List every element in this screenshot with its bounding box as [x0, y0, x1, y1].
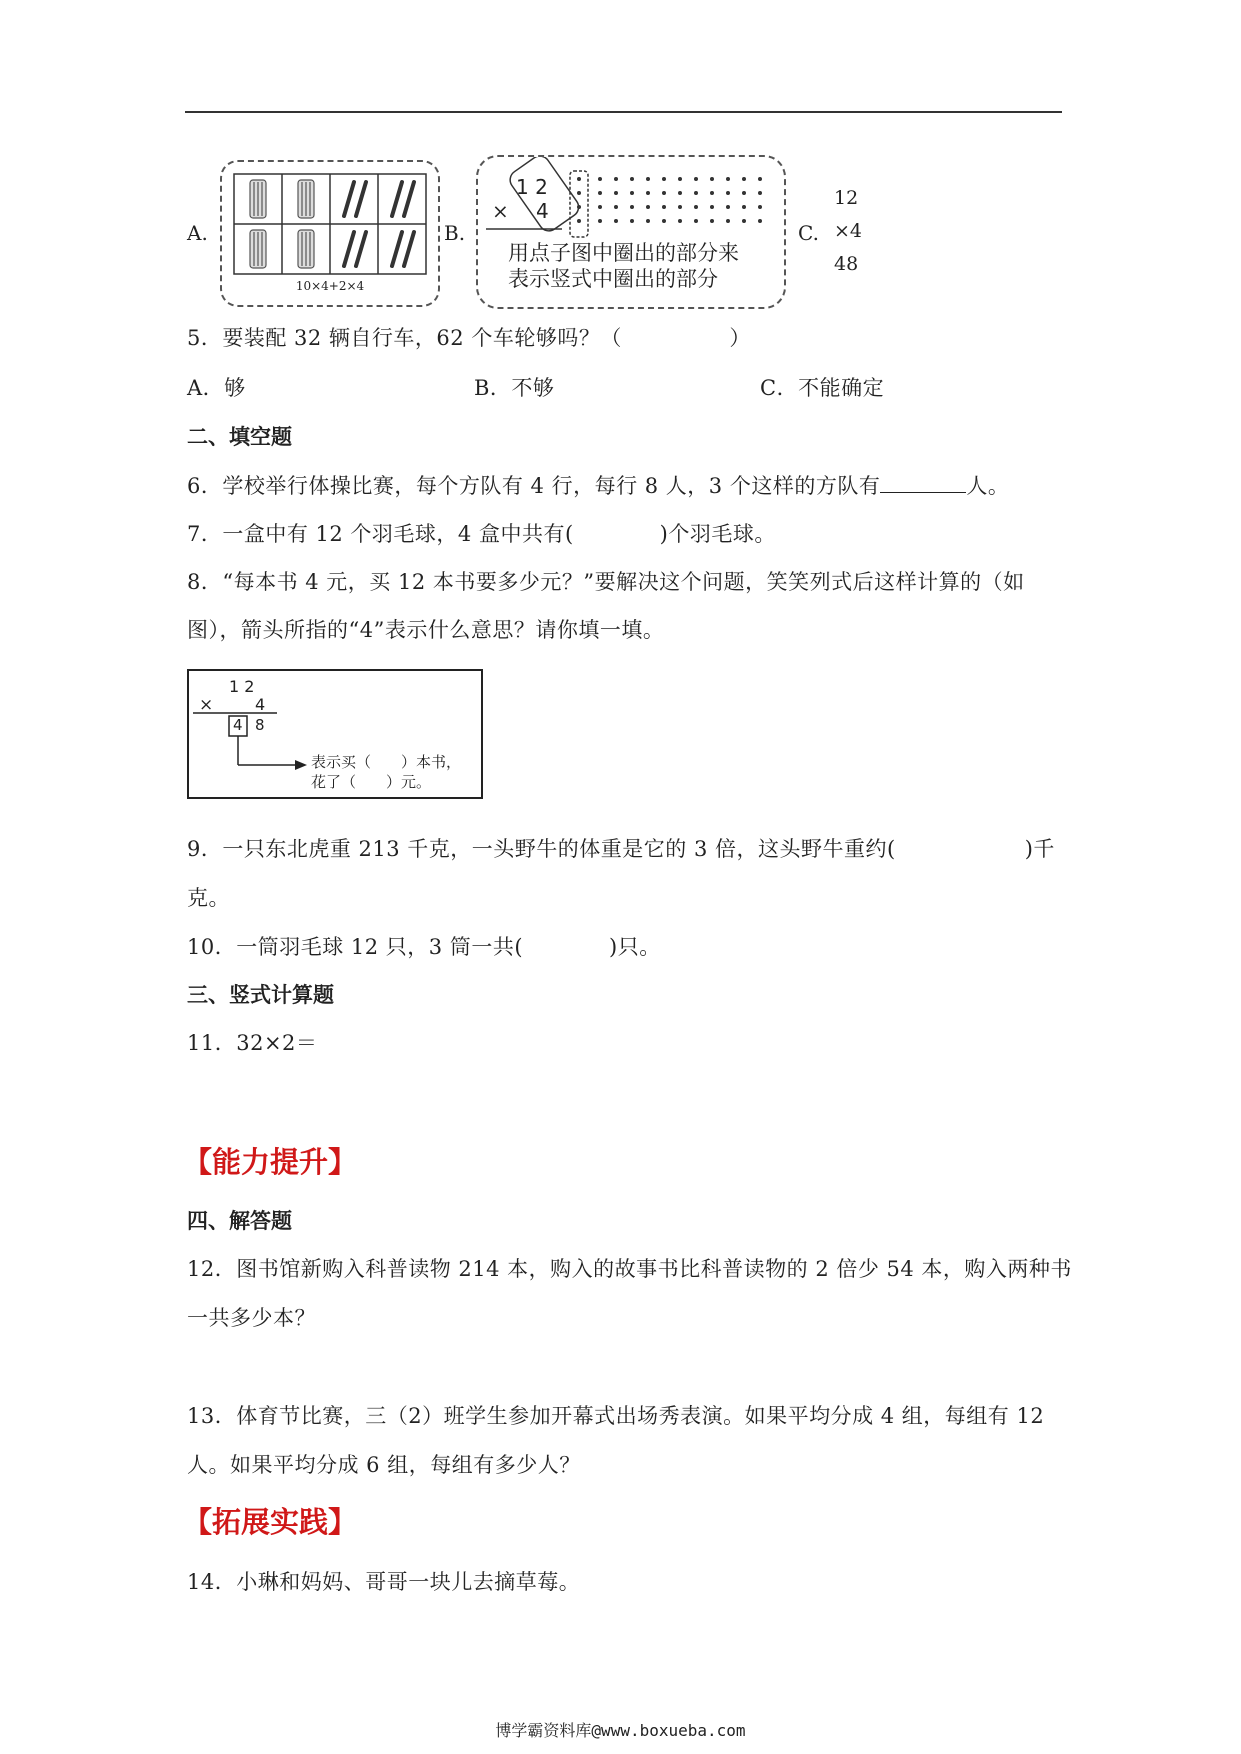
- option-b-note-line2: 表示竖式中圈出的部分: [508, 267, 718, 291]
- dot: [742, 205, 746, 209]
- dot: [678, 191, 682, 195]
- question-5: 5．要装配 32 辆自行车，62 个车轮够吗？（ ）: [187, 326, 751, 350]
- dot: [726, 205, 730, 209]
- figure-boxed-digit: 4: [233, 716, 243, 734]
- dot: [662, 219, 666, 223]
- dot: [742, 219, 746, 223]
- option-b-times-sign: ×: [492, 199, 509, 223]
- dot: [598, 219, 602, 223]
- question-12-line2: 一共多少本？: [187, 1306, 316, 1330]
- dot: [742, 177, 746, 181]
- option-b-note-line1: 用点子图中圈出的部分来: [508, 241, 739, 265]
- dot: [662, 205, 666, 209]
- dot: [758, 205, 762, 209]
- heading-extension: 【拓展实践】: [183, 1505, 358, 1539]
- dot: [646, 191, 650, 195]
- section-fill-in: 二、填空题: [187, 425, 292, 449]
- dot: [694, 191, 698, 195]
- option-b-multiplier: 4: [536, 199, 549, 223]
- header-rule: [185, 111, 1062, 113]
- option-c-line1: 12: [834, 187, 859, 209]
- question-8-line1: 8．“每本书 4 元，买 12 本书要多少元？”要解决这个问题，笑笑列式后这样计算的（如: [187, 570, 1025, 594]
- dot: [694, 205, 698, 209]
- figure-note-line2: 花了（ ）元。: [311, 773, 432, 791]
- dot: [758, 191, 762, 195]
- dot: [598, 205, 602, 209]
- question-6: 6．学校举行体操比赛，每个方队有 4 行，每行 8 人，3 个这样的方队有 人。: [187, 474, 1010, 498]
- figure-other-digit: 8: [255, 716, 265, 734]
- answer-blank[interactable]: [880, 472, 966, 493]
- option-b-figure: [476, 155, 786, 309]
- option-a-label: A.: [187, 221, 208, 245]
- question-10: 10．一筒羽毛球 12 只，3 筒一共( )只。: [187, 935, 661, 959]
- question-13-line2: 人。如果平均分成 6 组，每组有多少人？: [187, 1453, 581, 1477]
- dot: [710, 205, 714, 209]
- figure-multiplicand: 1 2: [229, 677, 255, 696]
- option-b-multiplicand: 1 2: [516, 175, 548, 199]
- dot: [678, 219, 682, 223]
- option-a-caption: 10×4+2×4: [295, 279, 365, 293]
- dot: [726, 191, 730, 195]
- section-vertical-calc: 三、竖式计算题: [187, 983, 334, 1007]
- dot: [598, 191, 602, 195]
- dot: [726, 219, 730, 223]
- dot: [646, 205, 650, 209]
- dot: [630, 205, 634, 209]
- dot: [614, 177, 618, 181]
- dot: [726, 177, 730, 181]
- option-c-line3: 48: [834, 253, 859, 275]
- arrow-head-icon: [295, 760, 307, 770]
- dot: [598, 177, 602, 181]
- dot: [662, 177, 666, 181]
- figure-times-sign: ×: [199, 695, 214, 715]
- question-8-line2: 图），箭头所指的“4”表示什么意思？请你填一填。: [187, 618, 665, 642]
- question-5-option-a: A．够: [187, 376, 246, 400]
- question-12-line1: 12．图书馆新购入科普读物 214 本，购入的故事书比科普读物的 2 倍少 54 本，购入两种书: [187, 1257, 1072, 1281]
- dot: [694, 177, 698, 181]
- dot: [758, 177, 762, 181]
- question-5-option-c: C．不能确定: [760, 376, 885, 400]
- figure-note-line1: 表示买（ ）本书，: [311, 753, 462, 771]
- dot: [630, 177, 634, 181]
- option-c-line2: ×4: [834, 220, 863, 242]
- dot: [710, 219, 714, 223]
- question-5-option-b: B．不够: [474, 376, 555, 400]
- dot: [694, 219, 698, 223]
- question-14: 14．小琳和妈妈、哥哥一块儿去摘草莓。: [187, 1570, 581, 1594]
- question-9-line1: 9．一只东北虎重 213 千克，一头野牛的体重是它的 3 倍，这头野牛重约( )千: [187, 837, 1055, 861]
- section-answers: 四、解答题: [187, 1209, 292, 1233]
- option-a-figure: [220, 160, 440, 307]
- heading-ability: 【能力提升】: [183, 1145, 358, 1179]
- footer-watermark: 博学霸资料库@www.boxueba.com: [495, 1721, 746, 1740]
- dot: [630, 219, 634, 223]
- dot: [710, 191, 714, 195]
- dot: [614, 219, 618, 223]
- question-13-line1: 13．体育节比赛，三（2）班学生参加开幕式出场秀表演。如果平均分成 4 组，每组有 12: [187, 1404, 1045, 1428]
- option-b-label: B.: [444, 221, 466, 245]
- dot: [614, 205, 618, 209]
- dot: [742, 191, 746, 195]
- option-c-label: C.: [798, 221, 819, 245]
- question-8-figure: [187, 669, 483, 799]
- dot: [646, 177, 650, 181]
- dot: [630, 191, 634, 195]
- dot: [710, 177, 714, 181]
- dot: [758, 219, 762, 223]
- dot: [662, 191, 666, 195]
- dot: [678, 177, 682, 181]
- question-11: 11．32×2＝: [187, 1031, 318, 1055]
- question-9-line2: 克。: [187, 886, 230, 910]
- dot: [678, 205, 682, 209]
- dot: [646, 219, 650, 223]
- question-7: 7．一盒中有 12 个羽毛球，4 盒中共有( )个羽毛球。: [187, 522, 776, 546]
- figure-multiplier: 4: [255, 695, 266, 714]
- dot: [614, 191, 618, 195]
